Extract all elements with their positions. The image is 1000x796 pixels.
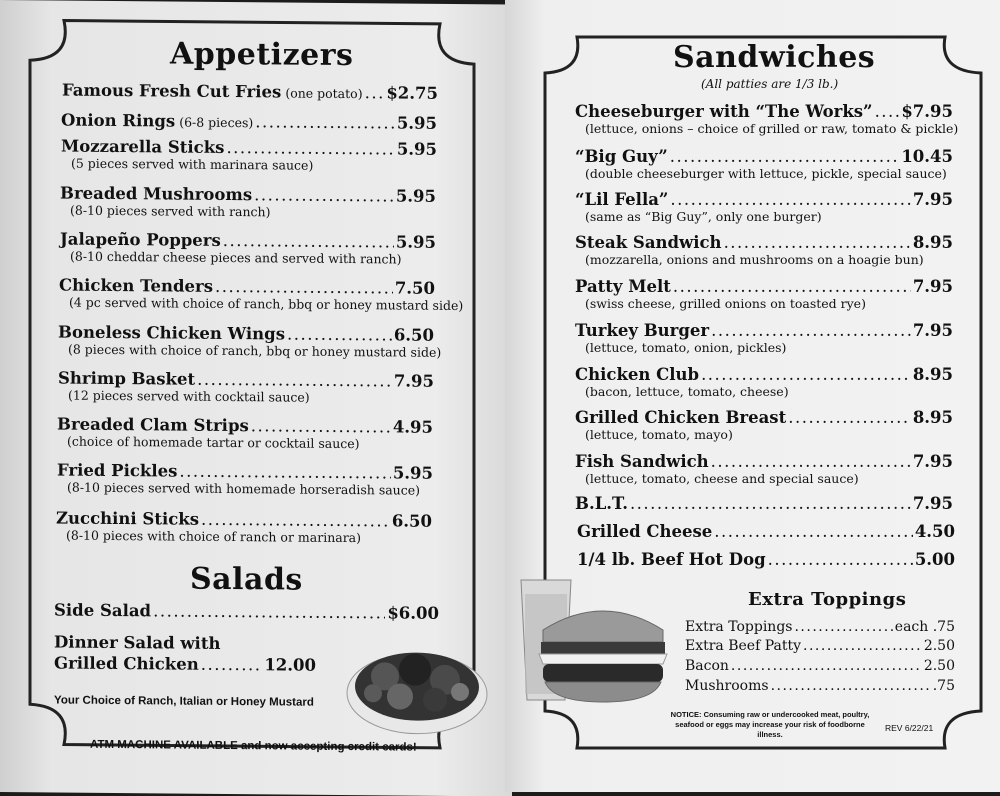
menu-item-price: 8.95	[912, 233, 953, 252]
menu-item-name: Patty Melt	[575, 277, 671, 296]
menu-item-name: Extra Beef Patty	[685, 638, 802, 654]
menu-item-description: (lettuce, tomato, onion, pickles)	[585, 340, 787, 355]
menu-item	[577, 522, 955, 541]
dot-leader	[179, 462, 390, 483]
menu-item-description: (double cheeseburger with lettuce, pickle, special sauce)	[585, 166, 947, 181]
menu-item	[575, 452, 953, 486]
menu-item-name: Famous Fresh Cut Fries	[62, 80, 282, 102]
menu-item	[58, 322, 442, 360]
menu-item-name: Shrimp Basket	[58, 368, 196, 389]
menu-item	[575, 233, 953, 267]
side-salad-item	[54, 600, 439, 622]
menu-item-price: 7.95	[912, 277, 953, 296]
dinner-salad-item	[54, 632, 316, 674]
dot-leader	[365, 83, 385, 102]
menu-item	[575, 321, 953, 355]
food-safety-notice	[665, 710, 875, 740]
menu-item-description: (8-10 pieces served with homemade horseradish sauce)	[67, 479, 421, 498]
menu-item	[57, 460, 433, 497]
appetizers-title: Appetizers	[170, 36, 354, 74]
menu-item	[575, 190, 953, 224]
menu-item-description: (choice of homemade tartar or cocktail sauce)	[67, 433, 360, 452]
menu-item	[61, 111, 437, 133]
menu-item-description: (mozzarella, onions and mushrooms on a hoagie bun)	[585, 252, 924, 267]
toppings-title: Extra Toppings	[748, 589, 907, 610]
menu-item	[577, 550, 955, 569]
menu-item-price: 4.95	[392, 417, 433, 437]
menu-item-price: 5.95	[395, 232, 436, 252]
menu-item-name: Cheeseburger with “The Works”	[575, 102, 873, 121]
menu-item-price: 8.95	[912, 365, 953, 384]
menu-item-name: Fish Sandwich	[575, 452, 709, 471]
menu-item	[685, 658, 955, 674]
right-page	[505, 0, 1000, 792]
dot-leader	[768, 550, 913, 569]
dot-leader	[701, 365, 911, 384]
dot-leader	[670, 190, 910, 209]
menu-item-description: (12 pieces served with cocktail sauce)	[68, 387, 310, 405]
menu-item	[685, 619, 955, 635]
revision-date: REV 6/22/21	[885, 723, 934, 733]
atm-note: ATM MACHINE AVAILABLE and now accepting credit cards!	[90, 738, 417, 754]
menu-item	[575, 277, 953, 311]
salads-title: Salads	[190, 561, 303, 598]
dot-leader	[197, 370, 392, 391]
menu-item-price: 7.95	[393, 371, 434, 391]
dot-leader	[223, 231, 394, 251]
menu-item	[61, 137, 437, 174]
menu-item-price: each .75	[894, 619, 955, 635]
dinner-salad-name-line1: Dinner Salad with	[54, 632, 221, 653]
dot-leader	[255, 112, 395, 132]
menu-item-description: (bacon, lettuce, tomato, cheese)	[585, 384, 789, 399]
dot-leader	[251, 416, 391, 436]
menu-item-price: 4.50	[914, 522, 955, 541]
menu-item-price: 2.50	[923, 658, 955, 674]
menu-item-name: Turkey Burger	[575, 321, 710, 340]
menu-item	[58, 369, 434, 406]
dot-leader	[803, 638, 922, 654]
menu-item	[575, 102, 959, 136]
menu-item-name: Extra Toppings	[685, 619, 793, 635]
dot-leader	[254, 185, 394, 205]
notice-line2: seafood or eggs may increase your risk of foodborne illness.	[675, 720, 865, 739]
menu-item-price: .75	[932, 678, 955, 694]
menu-item-name: B.L.T.	[575, 494, 628, 513]
menu-item-name: Onion Rings	[61, 110, 176, 131]
menu-item	[685, 638, 955, 654]
burger-and-drink-image	[513, 572, 673, 732]
dot-leader	[794, 619, 892, 635]
notice-line1: NOTICE: Consuming raw or undercooked meat, poultry,	[670, 710, 870, 719]
menu-item-name: Jalapeño Poppers	[60, 229, 221, 250]
sandwiches-subtitle: (All patties are 1/3 lb.)	[701, 77, 839, 91]
dot-leader	[201, 510, 390, 531]
menu-item-price: 6.50	[393, 325, 434, 345]
menu-item-description: (8-10 pieces served with ranch)	[70, 202, 271, 220]
menu-item-name: Bacon	[685, 658, 729, 674]
menu-item	[575, 147, 953, 181]
menu-item-description: (8-10 pieces with choice of ranch or marinara)	[66, 527, 361, 546]
menu-item-price: 7.50	[394, 278, 435, 298]
menu-item	[60, 184, 436, 221]
menu-item-price: 7.95	[912, 321, 953, 340]
dot-leader	[287, 325, 392, 345]
menu-item-price: 5.95	[396, 139, 437, 159]
menu-item-price: 5.95	[395, 186, 436, 206]
menu-item-description: (swiss cheese, grilled onions on toasted rye)	[585, 296, 866, 311]
menu-item-price: 2.50	[923, 638, 955, 654]
sandwiches-title: Sandwiches	[673, 40, 876, 75]
menu-item-price: 6.50	[391, 511, 432, 531]
menu-item-price: $7.95	[901, 102, 953, 121]
menu-item-description: (same as “Big Guy”, only one burger)	[585, 209, 822, 224]
menu-item	[575, 494, 953, 513]
side-salad-price: $6.00	[387, 603, 439, 623]
menu-item-price: 5.95	[396, 113, 437, 133]
dinner-salad-price: 12.00	[264, 655, 316, 675]
menu-item-description: (lettuce, onions – choice of grilled or raw, tomato & pickle)	[585, 121, 959, 136]
menu-item-description: (lettuce, tomato, mayo)	[585, 427, 733, 442]
menu-item-price: $2.75	[386, 83, 438, 103]
menu-item-price: 5.95	[392, 463, 433, 483]
menu-item	[575, 365, 953, 399]
menu-item	[57, 414, 433, 451]
menu-item	[59, 275, 464, 314]
menu-item-description: (8-10 cheddar cheese pieces and served with ranch)	[70, 248, 402, 267]
menu-item	[62, 81, 438, 103]
dot-leader	[673, 277, 911, 296]
dot-leader	[714, 522, 913, 541]
menu-item-qualifier: (one potato)	[285, 85, 363, 102]
dot-leader	[711, 321, 911, 340]
menu-item-description: (5 pieces served with marinara sauce)	[71, 155, 314, 173]
menu-item-qualifier: (6-8 pieces)	[179, 114, 254, 131]
menu-item-price: 5.00	[914, 550, 955, 569]
menu-item-name: Fried Pickles	[57, 460, 178, 481]
menu-item-price: 7.95	[912, 452, 953, 471]
dressing-note: Your Choice of Ranch, Italian or Honey Mustard	[54, 694, 314, 709]
dot-leader	[670, 147, 900, 166]
salad-bowl-image	[345, 631, 490, 737]
menu-item-name: 1/4 lb. Beef Hot Dog	[577, 550, 766, 569]
dot-leader	[226, 138, 394, 158]
menu-item-name: Mushrooms	[685, 678, 769, 694]
menu-item-description: (8 pieces with choice of ranch, bbq or honey mustard side)	[68, 341, 442, 360]
menu-item-name: Grilled Chicken Breast	[575, 408, 787, 427]
menu-item-name: Breaded Clam Strips	[57, 414, 249, 436]
dinner-salad-name-line2: Grilled Chicken	[54, 653, 199, 674]
dot-leader	[724, 233, 911, 252]
dot-leader	[711, 452, 911, 471]
side-salad-name: Side Salad	[54, 600, 152, 621]
menu-item-name: Mozzarella Sticks	[61, 136, 225, 157]
menu-item-name: Chicken Tenders	[59, 275, 214, 296]
menu-item-price: 7.95	[912, 190, 953, 209]
dot-leader	[771, 678, 931, 694]
dot-leader	[731, 658, 922, 674]
menu-item-description: (4 pc served with choice of ranch, bbq or honey mustard side)	[69, 294, 464, 314]
menu-item	[56, 508, 432, 545]
dot-leader	[788, 408, 911, 427]
dot-leader	[875, 102, 900, 121]
menu-item	[575, 408, 953, 442]
menu-item-price: 7.95	[912, 494, 953, 513]
menu-item-name: Grilled Cheese	[577, 522, 713, 541]
menu-item-name: Steak Sandwich	[575, 233, 722, 252]
menu-item-name: Boneless Chicken Wings	[58, 322, 285, 344]
menu-item	[60, 230, 436, 267]
menu-item-name: Zucchini Sticks	[56, 508, 199, 529]
menu-item	[685, 678, 955, 694]
dot-leader	[215, 277, 393, 298]
menu-item-name: “Lil Fella”	[575, 190, 669, 209]
menu-item-name: Chicken Club	[575, 365, 700, 384]
menu-item-price: 8.95	[912, 408, 953, 427]
menu-item-price: 10.45	[901, 147, 953, 166]
menu-item-name: “Big Guy”	[575, 147, 668, 166]
menu-item-name: Breaded Mushrooms	[60, 183, 253, 205]
menu-item-description: (lettuce, tomato, cheese and special sauce)	[585, 471, 859, 486]
dot-leader	[630, 494, 911, 513]
